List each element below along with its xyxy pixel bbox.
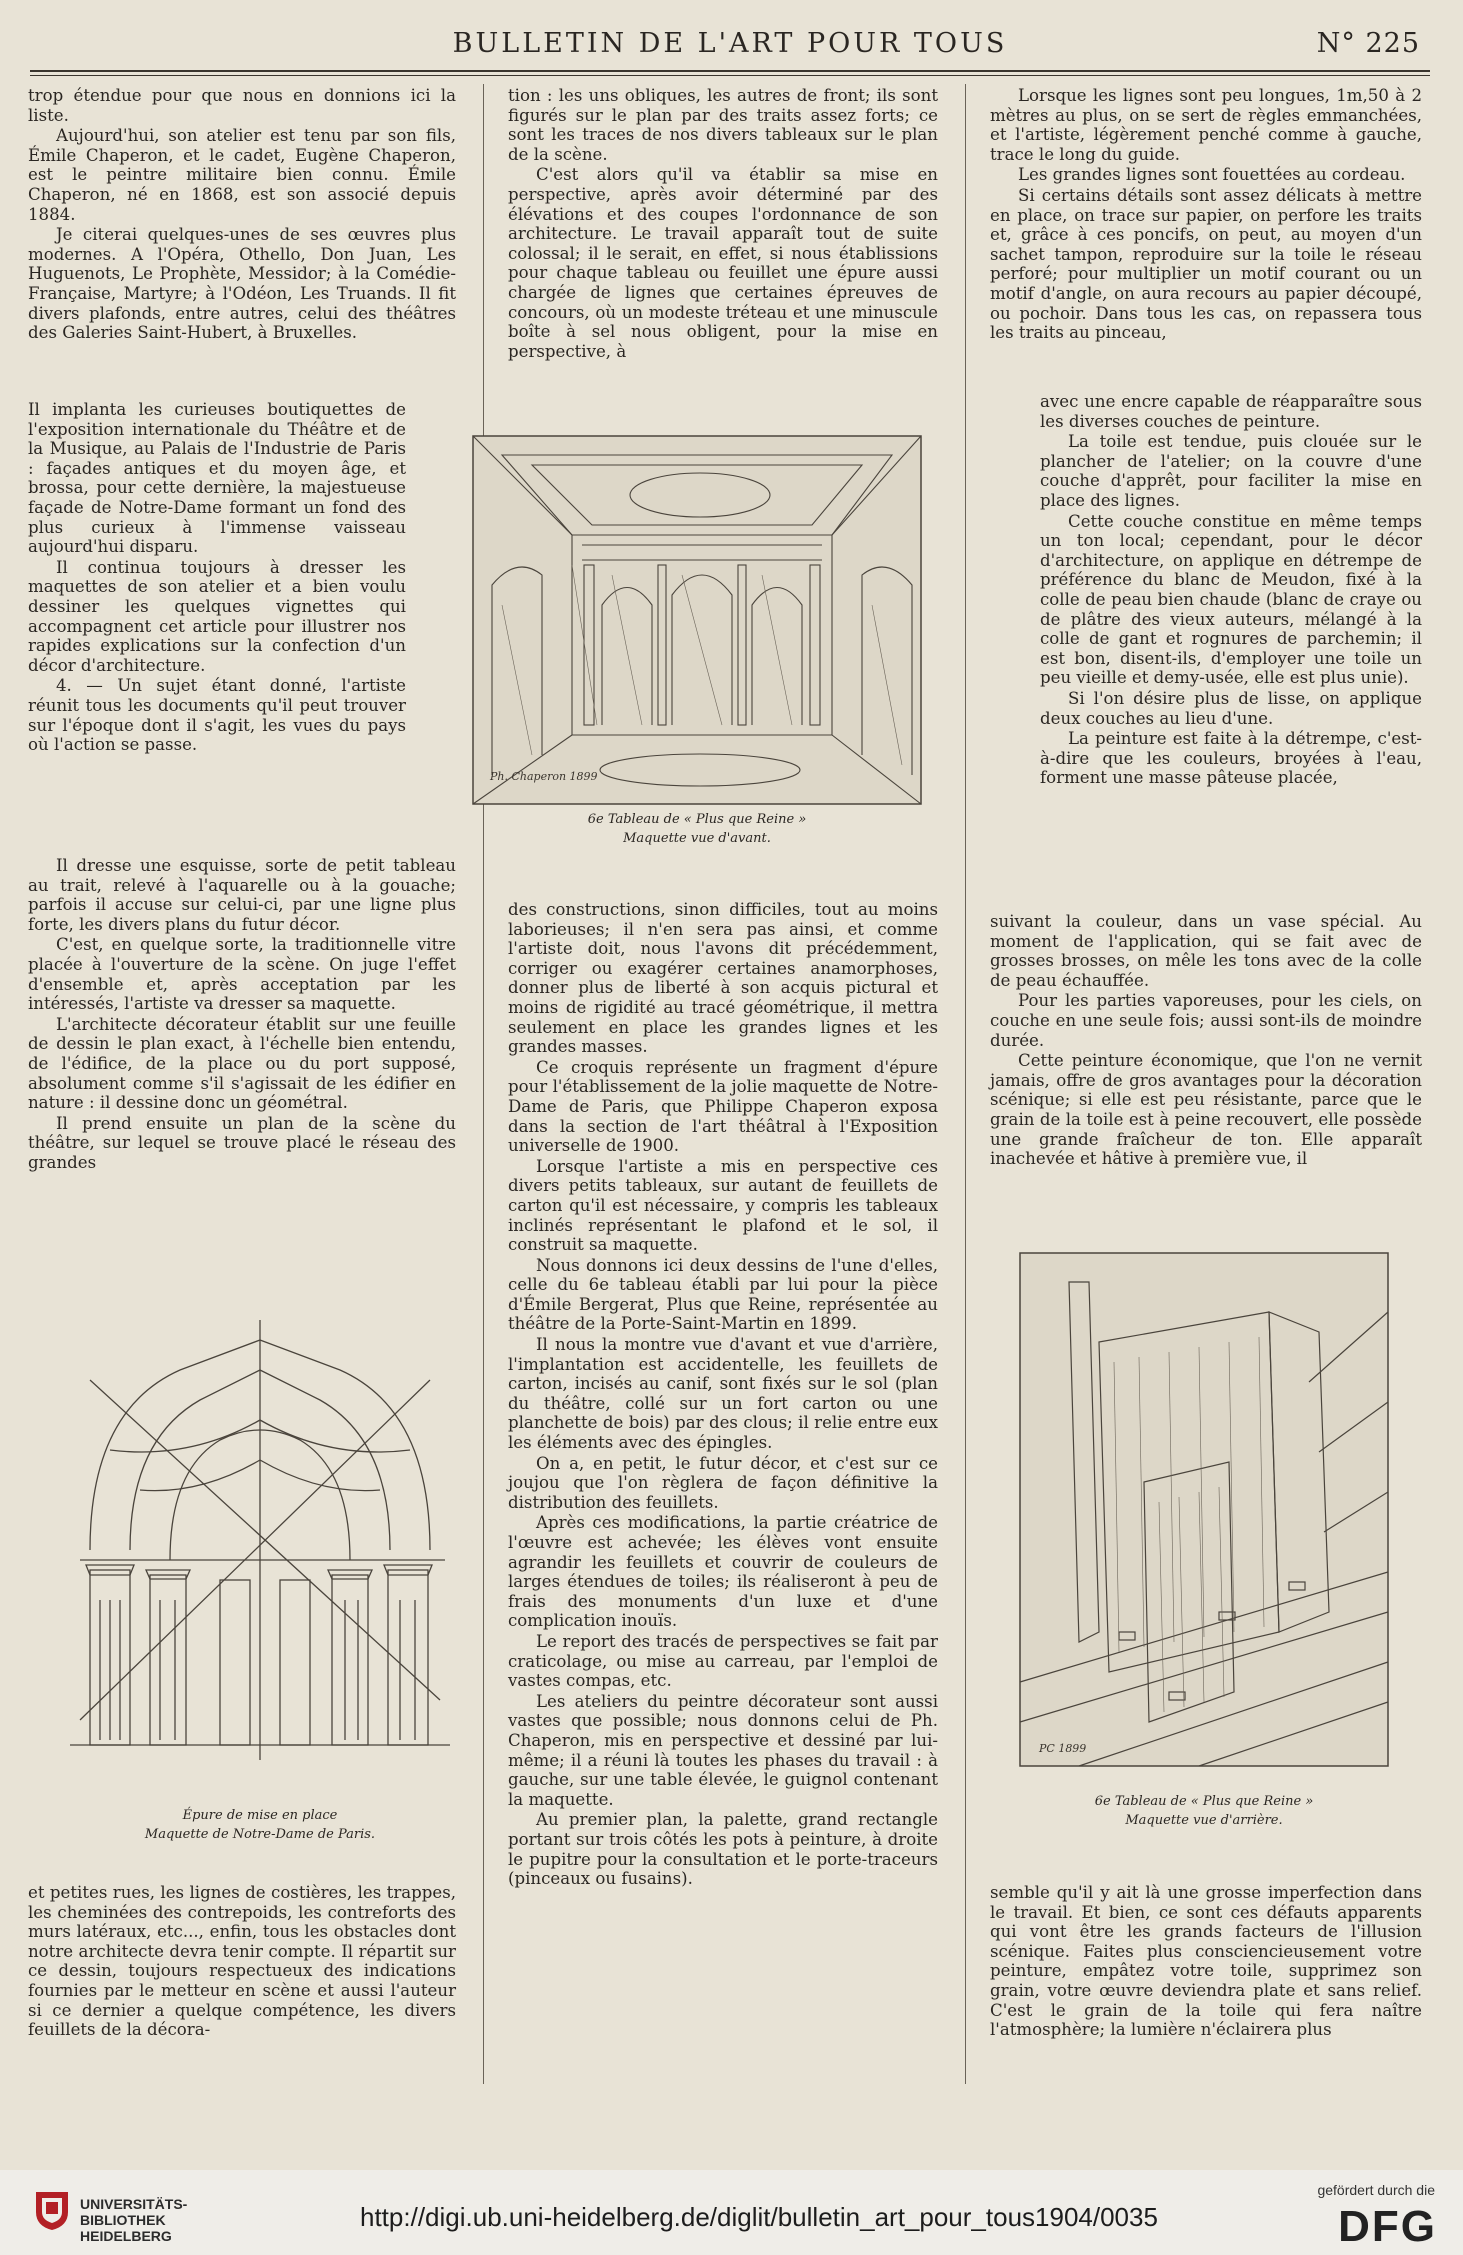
paragraph: Le report des tracés de perspectives se fait par craticolage, ou mise au carreau, par l'emploi de vastes compas, etc. — [508, 1631, 938, 1691]
column-1-middle — [28, 856, 456, 1174]
issue-number: N° 225 — [1316, 28, 1420, 59]
front-view-caption — [472, 810, 922, 848]
funded-by-label: gefördert durch die — [1317, 2182, 1435, 2198]
column-3-bottom — [990, 1883, 1422, 2041]
permalink[interactable]: http://digi.ub.uni-heidelberg.de/diglit/bulletin_art_pour_tous1904/0035 — [360, 2202, 1158, 2232]
maquette-back-drawing — [1019, 1252, 1389, 1767]
journal-title: BULLETIN DE L'ART POUR TOUS — [452, 28, 1008, 59]
column-2-bottom — [508, 900, 938, 1890]
column-divider — [965, 84, 966, 2084]
paragraph: L'architecte décorateur établit sur une feuille de dessin le plan exact, à l'échelle bien entendu, de l'édifice, de la place ou du port supposé, absolument comme s'il s'agissait de les édifier en nature : il dessine donc un géométral. — [28, 1014, 456, 1113]
column-3-narrow — [1040, 392, 1422, 789]
column-1-narrow — [28, 400, 406, 756]
paragraph: On a, en petit, le futur décor, et c'est sur ce joujou que l'on règlera de façon définitive la distribution des feuillets. — [508, 1453, 938, 1512]
paragraph: et petites rues, les lignes de costières, les trappes, les cheminées des contrepoids, les contreforts des murs latéraux, etc..., enfin, tous les obstacles dont notre architecte devra tenir compte. Il répartit sur ce dessin, toujours respectueux des indications fournies par le metteur en scène et aussi l'auteur si ce dernier a quelque compétence, les divers feuillets de la décora- — [28, 1883, 456, 2040]
paragraph: tion : les uns obliques, les autres de front; ils sont figurés sur le plan par des traits assez forts; ce sont les traces de nos divers tableaux sur le plan de la scène. — [508, 86, 938, 164]
column-3-middle — [990, 912, 1422, 1170]
paragraph: Cette couche constitue en même temps un ton local; cependant, pour le décor d'architecture, on applique en détrempe de préférence du blanc de Meudon, fixé à la colle de peau bien chaude (blanc de craye ou de plâtre des vieux auteurs, mélangé à la colle de gant et rognures de parchemin; il est bon, disent-ils, d'employer une toile un peu vieille et demy-usée, elle est plus unie). — [1040, 511, 1422, 688]
paragraph: Pour les parties vaporeuses, pour les ciels, on couche en une seule fois; aussi sont-ils de moindre durée. — [990, 991, 1422, 1050]
caption-line: 6e Tableau de « Plus que Reine » — [1094, 1794, 1314, 1809]
caption-line: Épure de mise en place — [182, 1808, 338, 1823]
paragraph: des constructions, sinon difficiles, tout au moins laborieuses; il n'en sera pas ainsi, et comme l'artiste doit, nous l'avons dit précédemment, corriger ou exagérer certaines anamorphoses, donner plus de liberté à son acquis pictural et moins de rigidité au tracé géométrique, il mettra seulement en place les grandes lignes et les grandes masses. — [508, 900, 938, 1057]
paragraph: Au premier plan, la palette, grand rectangle portant sur trois côtés les pots à peinture, à droite le pupitre pour la consultation et le porte-traceurs (pinceaux ou fusains). — [508, 1810, 938, 1889]
stage-interior-drawing — [472, 435, 922, 805]
paragraph: Il continua toujours à dresser les maquettes de son atelier et a bien voulu dessiner les quelques vignettes qui accompagnent cet article pour illustrer nos rapides explications sur la confection d'un décor d'architecture. — [28, 557, 406, 675]
dfg-logo: DFG — [1338, 2202, 1437, 2251]
paragraph: Si l'on désire plus de lisse, on applique deux couches au lieu d'une. — [1040, 688, 1422, 728]
institution-line: HEIDELBERG — [80, 2228, 172, 2244]
paragraph: Ce croquis représente un fragment d'épure pour l'établissement de la jolie maquette de Notre-Dame de Paris, que Philippe Chaperon exposa dans la section de l'art théâtral à l'Exposition universelle de 1900. — [508, 1057, 938, 1156]
column-1-top — [28, 86, 456, 344]
paragraph: semble qu'il y ait là une grosse imperfection dans le travail. Et bien, ce sont ces défauts apparents qui vont être les grands facteurs de l'illusion scénique. Faites plus consciencieusement votre peinture, empâtez votre toile, supprimez son grain, votre œuvre deviendra plate et sans relief. C'est le grain de la toile qui fera naître l'atmosphère; la lumière n'éclairera plus — [990, 1883, 1422, 2040]
paragraph: avec une encre capable de réapparaître sous les diverses couches de peinture. — [1040, 392, 1422, 431]
column-divider — [483, 84, 484, 2084]
caption-line: 6e Tableau de « Plus que Reine » — [587, 812, 807, 827]
paragraph: trop étendue pour que nous en donnions ici la liste. — [28, 86, 456, 125]
paragraph: Les ateliers du peintre décorateur sont aussi vastes que possible; nous donnons celui de Ph. Chaperon, mis en perspective et dessiné par lui-même; il a réuni là toutes les phases du travail : à gauche, sur une table élevée, le guignol contenant la maquette. — [508, 1691, 938, 1809]
paragraph: Il dresse une esquisse, sorte de petit tableau au trait, relevé à l'aquarelle ou à la gouache; parfois il accuse sur celui-ci, par une ligne plus forte, les divers plans du futur décor. — [28, 856, 456, 934]
paragraph: Lorsque l'artiste a mis en perspective ces divers petits tableaux, sur autant de feuillets de carton qu'il est nécessaire, y compris les tableaux inclinés représentant le plafond et le sol, il construit sa maquette. — [508, 1156, 938, 1255]
institution-name — [80, 2196, 187, 2244]
paragraph: Il nous la montre vue d'avant et vue d'arrière, l'implantation est accidentelle, les feuillets de carton, incisés au canif, sont fixés sur le sol (plan du théâtre, collé sur un fort carton ou une planchette de bois) par des clous; il relie entre eux les éléments avec des épingles. — [508, 1335, 938, 1453]
column-3-top — [990, 86, 1422, 344]
paragraph: Il implanta les curieuses boutiquettes de l'exposition internationale du Théâtre et de la Musique, au Palais de l'Industrie de Paris : façades antiques et du moyen âge, et brossa, pour cette dernière, la majestueuse façade de Notre-Dame formant un fond des plus curieux à l'immense vaisseau aujourd'hui disparu. — [28, 400, 406, 557]
caption-line: Maquette de Notre-Dame de Paris. — [144, 1827, 376, 1842]
paragraph: 4. — Un sujet étant donné, l'artiste réunit tous les documents qu'il peut trouver sur l'époque dont il s'agit, les vues du pays où l'action se passe. — [28, 676, 406, 755]
paragraph: Je citerai quelques-unes de ses œuvres plus modernes. A l'Opéra, Othello, Don Juan, Les Huguenots, Le Prophète, Messidor; à la Comédie-Française, Martyre; à l'Odéon, Les Truands. Il fit divers plafonds, entre autres, celui des théâtres des Galeries Saint-Hubert, à Bruxelles. — [28, 225, 456, 343]
column-2-top — [508, 86, 938, 362]
epure-illustration — [70, 1300, 450, 1770]
paragraph: Si certains détails sont assez délicats à mettre en place, on trace sur papier, on perfore les traits et, grâce à ces poncifs, on peut, au moyen d'un sachet tampon, reproduire sur la toile le réseau perforé; pour multiplier un motif courant ou un motif d'angle, on aura recours au papier découpé, ou pochoir. Dans tous les cas, on repassera tous les traits au pinceau, — [990, 185, 1422, 343]
institution-line: UNIVERSITÄTS- — [80, 2196, 188, 2212]
paragraph: Lorsque les lignes sont peu longues, 1m,50 à 2 mètres au plus, on se sert de règles emmanchées, et l'artiste, légèrement penché comme à gauche, trace le long du guide. — [990, 86, 1422, 164]
paragraph: suivant la couleur, dans un vase spécial. Au moment de l'application, qui se fait avec de grosses brosses, on mêle les tons avec de la colle de peau échauffée. — [990, 912, 1422, 990]
back-view-illustration — [1019, 1252, 1389, 1767]
institution-line: BIBLIOTHEK — [80, 2212, 166, 2228]
paragraph: Aujourd'hui, son atelier est tenu par son fils, Émile Chaperon, et le cadet, Eugène Chaperon, est le peintre militaire bien connu. Émile Chaperon, né en 1868, est son associé depuis 1884. — [28, 126, 456, 224]
artist-signature: Ph. Chaperon 1899 — [490, 770, 598, 783]
paragraph: C'est, en quelque sorte, la traditionnelle vitre placée à l'ouverture de la scène. On juge l'effet d'ensemble et, après acceptation par les intéressés, l'artiste va dresser sa maquette. — [28, 935, 456, 1014]
paragraph: La toile est tendue, puis clouée sur le plancher de l'atelier; on la couvre d'une couche d'apprêt, pour faciliter la mise en place des lignes. — [1040, 432, 1422, 510]
caption-line: Maquette vue d'avant. — [623, 831, 771, 846]
paragraph: Les grandes lignes sont fouettées au cordeau. — [1018, 165, 1406, 185]
page-header — [30, 22, 1430, 70]
university-seal-icon — [32, 2188, 72, 2236]
paragraph: C'est alors qu'il va établir sa mise en perspective, après avoir déterminé par des élévations et des coupes l'ordonnance de son architecture. Le travail apparaît tout de suite colossal; il le serait, en effet, si nous établissions pour chaque tableau ou feuillet une épure aussi chargée de lignes que certaines épreuves de concours, où un modeste tréteau et une minuscule boîte à sel nous obligent, pour la mise en perspective, à — [508, 165, 938, 361]
header-rule-thin — [30, 75, 1430, 76]
caption-line: Maquette vue d'arrière. — [1125, 1813, 1283, 1828]
gothic-vault-drawing — [70, 1300, 450, 1770]
back-view-caption — [1019, 1792, 1389, 1830]
paragraph: Cette peinture économique, que l'on ne vernit jamais, offre de gros avantages pour la décoration scénique; si elle est peu résistante, parce que le grain de la toile est à peine recouvert, elle possède une grande fraîcheur de ton. Elle apparaît inachevée et hâtive à première vue, il — [990, 1051, 1422, 1169]
header-rule — [30, 70, 1430, 72]
digitization-footer — [0, 2170, 1463, 2255]
epure-caption — [70, 1806, 450, 1844]
paragraph: La peinture est faite à la détrempe, c'est-à-dire que les couleurs, broyées à l'eau, forment une masse pâteuse placée, — [1040, 729, 1422, 788]
paragraph: Après ces modifications, la partie créatrice de l'œuvre est achevée; les élèves vont ensuite agrandir les feuillets et couvrir de couleurs de larges étendues de toiles; ils réaliseront à peu de frais des monuments d'un luxe et d'une complication inouïs. — [508, 1513, 938, 1631]
front-view-illustration — [472, 435, 922, 805]
artist-signature: PC 1899 — [1039, 1742, 1087, 1755]
paragraph: Nous donnons ici deux dessins de l'une d'elles, celle du 6e tableau établi par lui pour la pièce d'Émile Bergerat, Plus que Reine, représentée au théâtre de la Porte-Saint-Martin en 1899. — [508, 1255, 938, 1334]
paragraph: Il prend ensuite un plan de la scène du théâtre, sur lequel se trouve placé le réseau des grandes — [28, 1113, 456, 1172]
column-1-bottom — [28, 1883, 456, 2041]
